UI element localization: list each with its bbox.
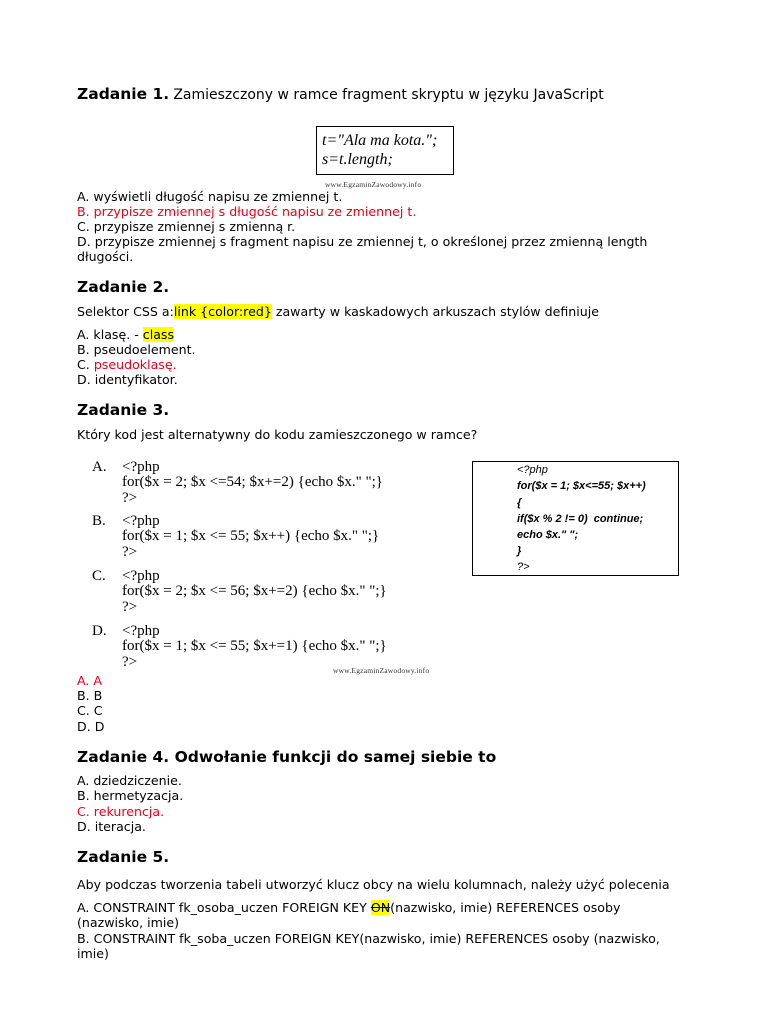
task1-answer-c: C. przypisze zmiennej s zmienną r.	[77, 219, 296, 234]
task3-option-d-line3: ?>	[122, 654, 138, 670]
task2-answer-c-text: pseudoklasę.	[93, 357, 177, 372]
task3-answer-b: B. B	[77, 688, 103, 703]
task1-answer-a: A. wyświetli długość napisu ze zmiennej t.	[77, 189, 343, 204]
task3-heading: Zadanie 3.	[77, 401, 170, 419]
task5-answer-a-cont: (nazwisko, imie)	[77, 915, 180, 930]
task1-code-box	[316, 126, 454, 175]
task3-answer-c: C. C	[77, 703, 103, 718]
task1-heading: Zadanie 1.	[77, 85, 170, 103]
task3-option-a-line2: for($x = 2; $x <=54; $x+=2) {echo $x." ";}	[122, 474, 383, 490]
task1-answer-d-cont: długości.	[77, 249, 134, 264]
task3-option-c-line2: for($x = 2; $x <= 56; $x+=2) {echo $x." ";}	[122, 583, 387, 599]
task3-option-c-line3: ?>	[122, 599, 138, 615]
task3-option-c-letter: C.	[92, 568, 106, 584]
task2-question	[77, 304, 599, 319]
task2-question-pre: Selektor CSS a:	[77, 304, 174, 319]
task4-answer-b: B. hermetyzacja.	[77, 788, 184, 803]
task3-option-b-letter: B.	[92, 513, 106, 529]
task2-heading: Zadanie 2.	[77, 278, 170, 296]
task3-option-a-line3: ?>	[122, 490, 138, 506]
task1-heading-row	[77, 85, 604, 103]
task3-option-d-line1: <?php	[122, 623, 160, 639]
task2-answer-d: D. identyfikator.	[77, 372, 178, 387]
task4-answer-d: D. iteracja.	[77, 819, 146, 834]
task1-answer-d: D. przypisze zmiennej s fragment napisu ze zmiennej t, o określonej przez zmienną length	[77, 234, 648, 249]
task3-option-a-line1: <?php	[122, 459, 160, 475]
task3-box-line1: <?php	[517, 464, 548, 476]
task3-option-b-line3: ?>	[122, 544, 138, 560]
task2-answer-a-highlight: class	[142, 327, 175, 342]
task3-option-b-line2: for($x = 1; $x <= 55; $x++) {echo $x." ";}	[122, 528, 380, 544]
task3-box-line6: }	[517, 545, 522, 557]
task3-question: Który kod jest alternatywny do kodu zamieszczonego w ramce?	[77, 427, 478, 442]
task3-watermark: www.EgzaminZawodowy.info	[333, 666, 430, 675]
task3-option-b-line1: <?php	[122, 513, 160, 529]
task2-answer-a	[77, 327, 174, 342]
task3-box-line4: if($x % 2 != 0) continue;	[517, 513, 644, 525]
task3-answer-d: D. D	[77, 719, 105, 734]
task2-answer-c	[77, 357, 177, 372]
task4-heading: Zadanie 4. Odwołanie funkcji do samej siebie to	[77, 748, 497, 766]
task3-option-c-line1: <?php	[122, 568, 160, 584]
task5-answer-b: B. CONSTRAINT fk_soba_uczen FOREIGN KEY(nazwisko, imie) REFERENCES osoby (nazwisko,	[77, 931, 660, 946]
task1-watermark: www.EgzaminZawodowy.info	[325, 180, 422, 189]
task5-answer-b-cont: imie)	[77, 946, 109, 961]
task3-option-d-letter: D.	[92, 623, 107, 639]
task5-answer-a-pre: A. CONSTRAINT fk_osoba_uczen FOREIGN KEY	[77, 900, 371, 915]
task5-question: Aby podczas tworzenia tabeli utworzyć klucz obcy na wielu kolumnach, należy użyć polecenia	[77, 877, 670, 892]
task2-answer-c-prefix: C.	[77, 357, 94, 372]
task2-answer-a-text: A. klasę. -	[77, 327, 143, 342]
task4-answer-a: A. dziedziczenie.	[77, 773, 182, 788]
task3-box-line3: {	[517, 497, 522, 509]
task1-heading-text: Zamieszczony w ramce fragment skryptu w języku JavaScript	[173, 87, 604, 103]
task1-code-line2: s=t.length;	[322, 151, 393, 168]
task4-answer-c: C. rekurencja.	[77, 804, 165, 819]
task3-box-line2: for($x = 1; $x<=55; $x++)	[517, 480, 646, 492]
task2-question-highlight: link {color:red}	[173, 304, 272, 319]
task5-answer-a	[77, 900, 620, 915]
task3-option-a-letter: A.	[92, 459, 107, 475]
task1-answer-b: B. przypisze zmiennej s długość napisu ze zmiennej t.	[77, 204, 417, 219]
task3-box-line7: ?>	[517, 561, 530, 573]
task3-code-box	[472, 461, 679, 576]
task5-heading: Zadanie 5.	[77, 848, 170, 866]
task3-option-d-line2: for($x = 1; $x <= 55; $x+=1) {echo $x." ";}	[122, 638, 387, 654]
task3-answer-a: A. A	[77, 673, 103, 688]
task3-box-line5: echo $x." ";	[517, 529, 579, 541]
task2-answer-b: B. pseudoelement.	[77, 342, 196, 357]
task2-question-post: zawarty w kaskadowych arkuszach stylów definiuje	[271, 304, 599, 319]
task5-answer-a-strike: ON	[370, 900, 391, 915]
task5-answer-a-post: (nazwisko, imie) REFERENCES osoby	[390, 900, 621, 915]
task1-code-line1: t="Ala ma kota.";	[322, 132, 438, 149]
